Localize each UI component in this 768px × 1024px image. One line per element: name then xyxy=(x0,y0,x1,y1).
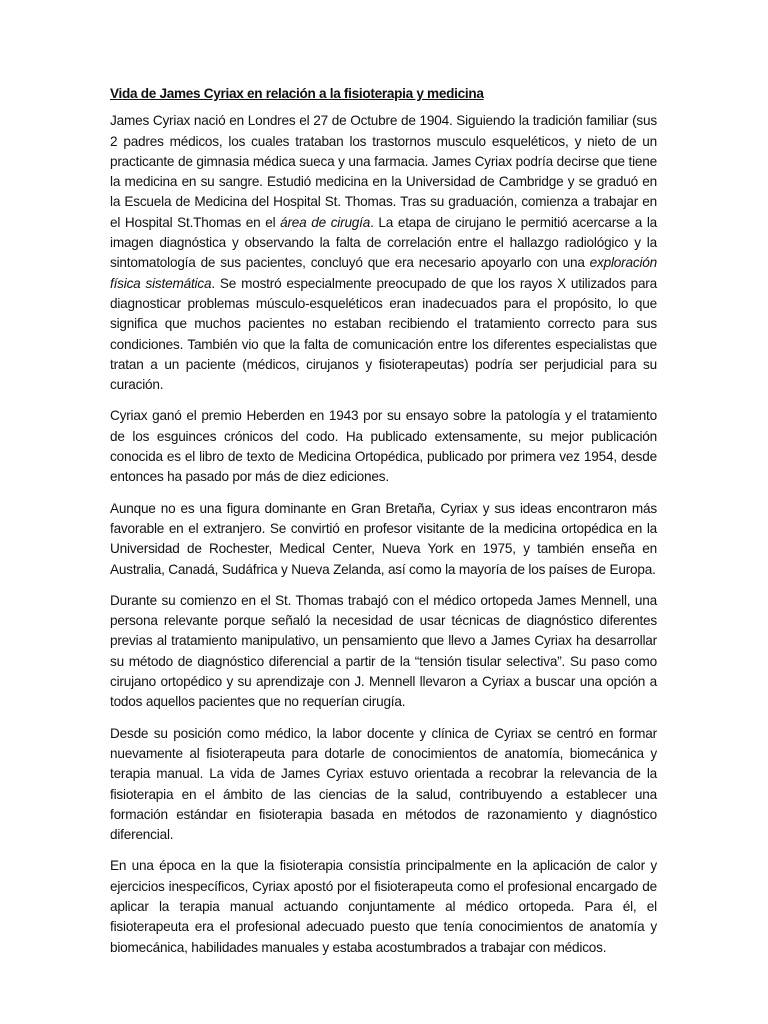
paragraph-6: En una época en la que la fisioterapia consistía principalmente en la aplicación de calor y ejercicios inespecíficos, Cyriax apostó por el fisioterapeuta como el profesional encargado de aplicar la terapia manual actuando conjuntamente al médico ortopeda. Para él, el fisioterapeuta era el profesional adecuado puesto que tenía conocimientos de anatomía y biomecánica, habilidades manuales y estaba acostumbrados a trabajar con médicos. xyxy=(110,858,657,955)
paragraph-2: Cyriax ganó el premio Heberden en 1943 por su ensayo sobre la patología y el tratamiento de los esguinces crónicos del codo. Ha publicado extensamente, su mejor publicación conocida es el libro de texto de Medicina Ortopédica, publicado por primera vez 1954, desde entonces ha pasado por más de diez ediciones. xyxy=(110,408,657,485)
paragraph-1-text-b: . La etapa de cirujano le permitió acercarse a la imagen diagnóstica y observando la falta de correlación entre el hallazgo radiológico y la sintomatología de sus pacientes, concluyó que era necesario apoyarlo con una xyxy=(110,214,657,271)
document-page xyxy=(110,84,657,969)
paragraph-4: Durante su comienzo en el St. Thomas trabajó con el médico ortopeda James Mennell, una persona relevante porque señaló la necesidad de usar técnicas de diagnóstico diferentes previas al tratamiento manipulativo, un pensamiento que llevo a James Cyriax ha desarrollar su método de diagnóstico diferencial a partir de la “tensión tisular selectiva”. Su paso como cirujano ortopédico y su aprendizaje con J. Mennell llevaron a Cyriax a buscar una opción a todos aquellos pacientes que no requerían cirugía. xyxy=(110,592,657,710)
paragraph-1-text-a: James Cyriax nació en Londres el 27 de Octubre de 1904. Siguiendo la tradición familiar (sus 2 padres médicos, los cuales trataban los trastornos musculo esqueléticos, y nieto de un practicante de gimnasia médica sueca y una farmacia. James Cyriax podría decirse que tiene la medicina en su sangre. Estudió medicina en la Universidad de Cambridge y se graduó en la Escuela de Medicina del Hospital St. Thomas. Tras su graduación, comienza a trabajar en el Hospital St.Thomas en el xyxy=(110,113,657,230)
paragraph-1-italic-1: área de cirugía xyxy=(280,214,371,230)
paragraph-5: Desde su posición como médico, la labor docente y clínica de Cyriax se centró en formar nuevamente al fisioterapeuta para dotarle de conocimientos de anatomía, biomecánica y terapia manual. La vida de James Cyriax estuvo orientada a recobrar la relevancia de la fisioterapia en el ámbito de las ciencias de la salud, contribuyendo a establecer una formación estándar en fisioterapia basada en métodos de razonamiento y diagnóstico diferencial. xyxy=(110,725,657,843)
document-title: Vida de James Cyriax en relación a la fisioterapia y medicina xyxy=(110,86,484,101)
paragraph-1-italic-2: exploración física sistemática xyxy=(110,255,657,291)
paragraph-1-text-c: . Se mostró especialmente preocupado de que los rayos X utilizados para diagnosticar problemas músculo-esqueléticos eran inadecuados para el propósito, lo que significa que muchos pacientes no estaban recibiendo el tratamiento correcto para sus condiciones. También vio que la falta de comunicación entre los diferentes especialistas que tratan a un paciente (médicos, cirujanos y fisioterapeutas) podría ser perjudicial para su curación. xyxy=(110,275,657,393)
paragraph-1 xyxy=(110,111,657,395)
paragraph-3: Aunque no es una figura dominante en Gran Bretaña, Cyriax y sus ideas encontraron más favorable en el extranjero. Se convirtió en profesor visitante de la medicina ortopédica en la Universidad de Rochester, Medical Center, Nueva York en 1975, y también enseña en Australia, Canadá, Sudáfrica y Nueva Zelanda, así como la mayoría de los países de Europa. xyxy=(110,500,657,577)
